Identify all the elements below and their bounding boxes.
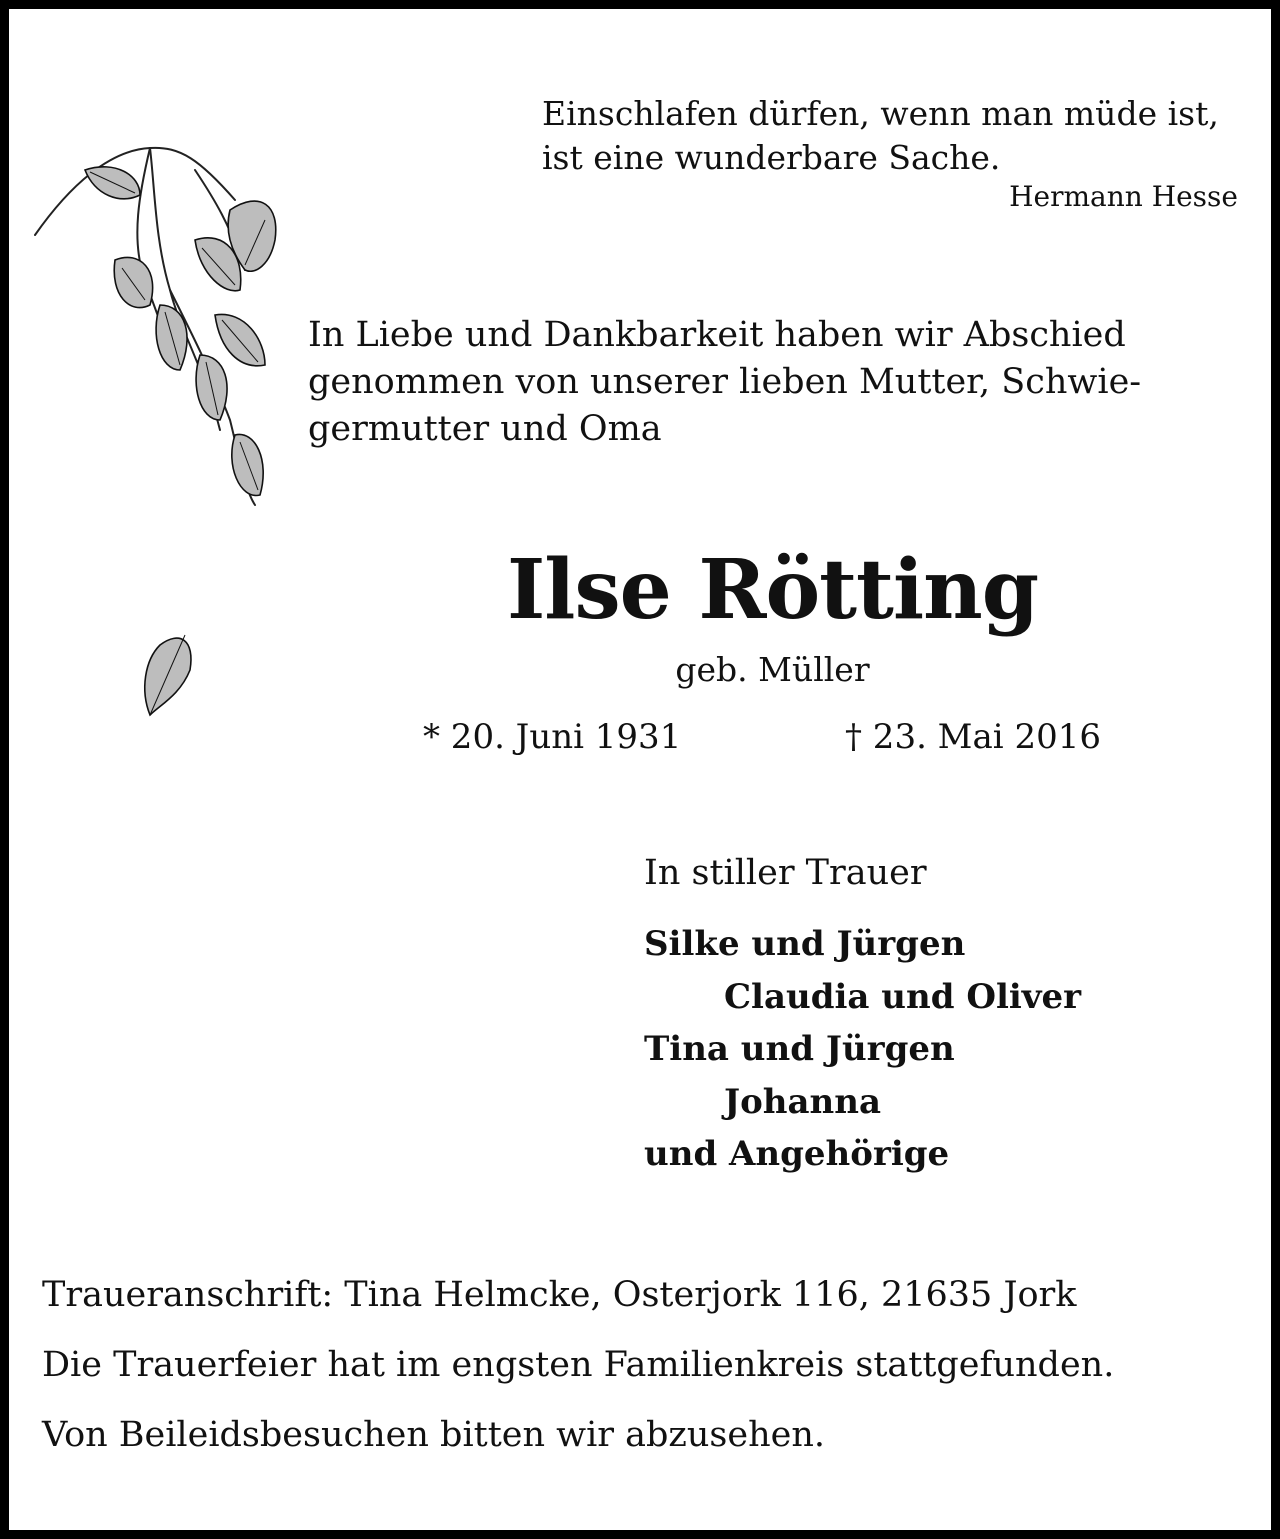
funeral-note: Die Trauerfeier hat im engsten Familienkreis stattgefunden.	[42, 1345, 1115, 1385]
intro-line: germutter und Oma	[308, 409, 662, 449]
mourning-address: Traueranschrift: Tina Helmcke, Osterjork 116, 21635 Jork	[42, 1275, 1077, 1315]
deceased-name: Ilse Rötting	[506, 542, 1039, 638]
mourning-heading: In stiller Trauer	[644, 853, 927, 893]
mourner-name: Tina und Jürgen	[644, 1029, 955, 1069]
footer-notes	[42, 1260, 1114, 1470]
maiden-name: geb. Müller	[675, 650, 870, 689]
mourner-name: Claudia und Oliver	[724, 976, 1082, 1017]
quote-line: Einschlafen dürfen, wenn man müde ist,	[542, 94, 1219, 133]
mourners-list	[644, 918, 1081, 1181]
condolence-note: Von Beileidsbesuchen bitten wir abzusehen.	[42, 1415, 826, 1455]
intro-text	[308, 312, 1243, 453]
quote	[542, 92, 1242, 180]
intro-line: genommen von unserer lieben Mutter, Schwie-	[308, 362, 1142, 402]
mourner-name: Silke und Jürgen	[644, 924, 966, 964]
quote-line: ist eine wunderbare Sache.	[542, 138, 1001, 177]
birch-branch-icon	[30, 130, 310, 730]
death-date: † 23. Mai 2016	[845, 717, 1101, 757]
birth-date: * 20. Juni 1931	[423, 717, 682, 757]
quote-author: Hermann Hesse	[1009, 180, 1238, 213]
mourner-name: und Angehörige	[644, 1134, 950, 1174]
intro-line: In Liebe und Dankbarkeit haben wir Abschied	[308, 315, 1126, 355]
mourner-name: Johanna	[724, 1081, 881, 1122]
